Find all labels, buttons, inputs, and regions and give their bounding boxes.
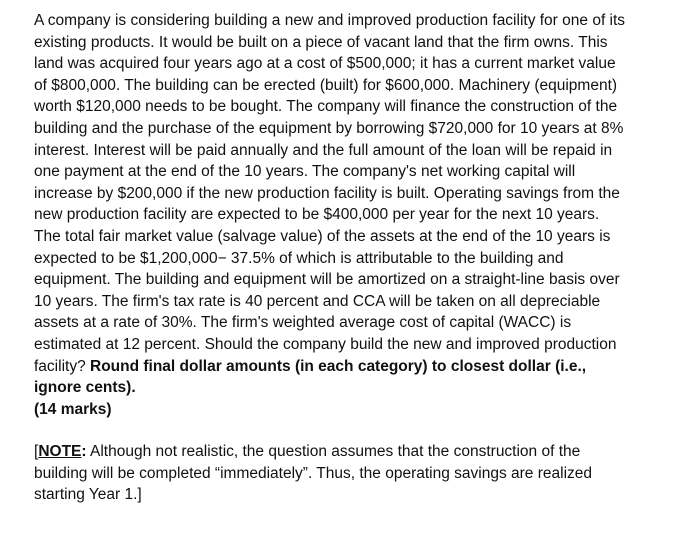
- question-text: [34, 10, 674, 420]
- question-line: 10 years. The firm's tax rate is 40 percent and CCA will be taken on all depreciable: [34, 292, 601, 310]
- question-document: [34, 10, 674, 506]
- question-line: new production facility are expected to be $400,000 per year for the next 10 years.: [34, 206, 600, 224]
- note-text: Although not realistic, the question assumes that the construction of the: [86, 443, 581, 461]
- question-line: interest. Interest will be paid annually and the full amount of the loan will be repaid in: [34, 141, 613, 159]
- question-line: land was acquired four years ago at a cost of $500,000; it has a current market value: [34, 55, 616, 73]
- question-line: expected to be $1,200,000− 37.5% of which is attributable to the building and: [34, 249, 564, 267]
- note-colon: :: [81, 443, 87, 461]
- question-line: A company is considering building a new and improved production facility for one of its: [34, 12, 626, 29]
- question-line: The total fair market value (salvage value) of the assets at the end of the 10 years is: [34, 227, 611, 245]
- note-block: [34, 441, 674, 506]
- marks-label: (14 marks): [34, 400, 112, 418]
- question-line: estimated at 12 percent. Should the company build the new and improved production: [34, 335, 617, 353]
- note-label: NOTE: [38, 443, 82, 461]
- rounding-instruction-continuation: ignore cents).: [34, 379, 136, 397]
- note-line: building will be completed “immediately”. Thus, the operating savings are realized: [34, 464, 592, 482]
- question-line: worth $120,000 needs to be bought. The company will finance the construction of the: [34, 98, 618, 116]
- question-line: assets at a rate of 30%. The firm's weighted average cost of capital (WACC) is: [34, 314, 572, 332]
- note-line: [34, 441, 674, 463]
- rounding-instruction: Round final dollar amounts (in each category) to closest dollar (i.e.,: [90, 357, 587, 375]
- question-final-line: [34, 356, 674, 378]
- question-line: one payment at the end of the 10 years. The company's net working capital will: [34, 163, 576, 181]
- question-line: equipment. The building and equipment will be amortized on a straight-line basis over: [34, 271, 620, 289]
- question-line: building and the purchase of the equipment by borrowing $720,000 for 10 years at 8%: [34, 119, 624, 137]
- question-line: existing products. It would be built on a piece of vacant land that the firm owns. This: [34, 33, 608, 51]
- note-open-bracket: [: [34, 443, 39, 461]
- question-line: of $800,000. The building can be erected (built) for $600,000. Machinery (equipment): [34, 76, 618, 94]
- note-line: starting Year 1.]: [34, 486, 142, 504]
- question-line: increase by $200,000 if the new production facility is built. Operating savings from the: [34, 184, 620, 202]
- question-facility-text: facility?: [34, 357, 90, 375]
